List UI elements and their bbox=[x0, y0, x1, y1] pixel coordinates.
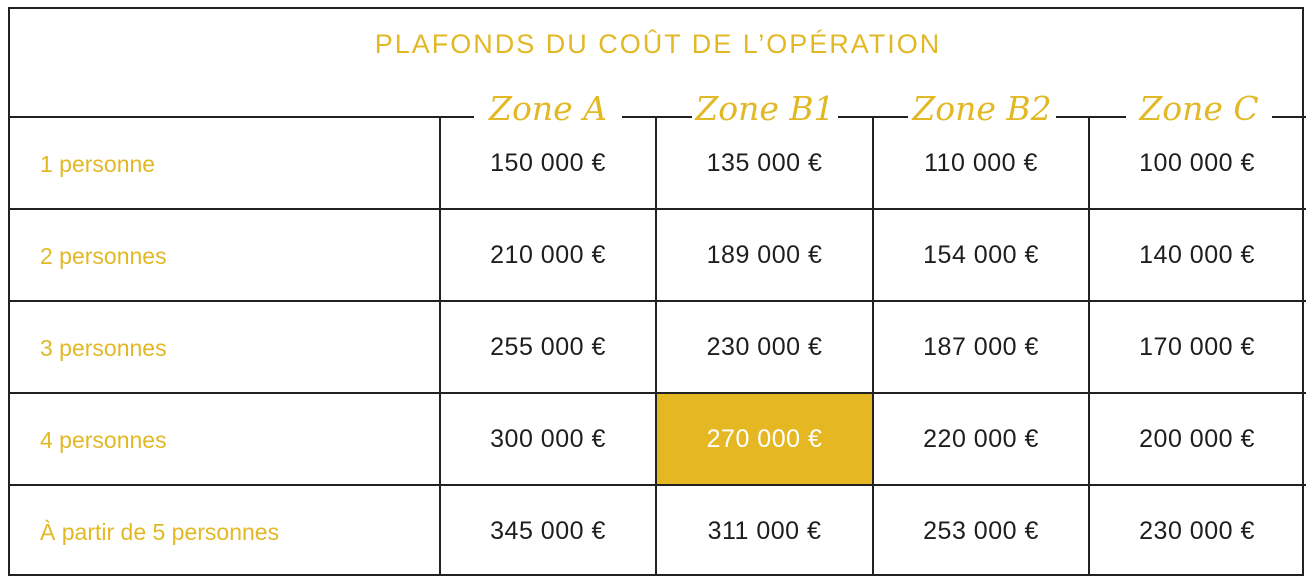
table-cell: 220 000 € bbox=[923, 424, 1039, 453]
table-cell: 110 000 € bbox=[924, 148, 1038, 177]
price-ceiling-table bbox=[8, 7, 1304, 576]
table-cell: 189 000 € bbox=[706, 240, 823, 269]
table-cell: 345 000 € bbox=[490, 516, 606, 545]
table-cell: 210 000 € bbox=[490, 240, 606, 269]
table-cell: 135 000 € bbox=[706, 148, 823, 177]
table-cell: 150 000 € bbox=[490, 148, 606, 177]
zone-b1-header: Zone B1 bbox=[695, 89, 835, 128]
table-cell: 154 000 € bbox=[923, 240, 1039, 269]
row-label: 3 personnes bbox=[40, 335, 167, 361]
table-cell: 200 000 € bbox=[1139, 424, 1255, 453]
table-cell: 253 000 € bbox=[923, 516, 1039, 545]
table-title: PLAFONDS DU COÛT DE L’OPÉRATION bbox=[374, 29, 942, 59]
row-label: 2 personnes bbox=[40, 243, 167, 269]
zone-b2-header: Zone B2 bbox=[912, 89, 1052, 128]
zone-a-header: Zone A bbox=[489, 89, 607, 128]
table-cell: 230 000 € bbox=[1139, 516, 1255, 545]
zone-c-header: Zone C bbox=[1139, 89, 1259, 128]
row-label: À partir de 5 personnes bbox=[40, 519, 280, 545]
table-cell: 170 000 € bbox=[1139, 332, 1255, 361]
table-cell: 140 000 € bbox=[1139, 240, 1255, 269]
table-cell: 230 000 € bbox=[706, 332, 823, 361]
row-label: 1 personne bbox=[40, 151, 156, 177]
row-label: 4 personnes bbox=[40, 427, 167, 453]
table-cell: 255 000 € bbox=[490, 332, 606, 361]
table-cell: 311 000 € bbox=[707, 516, 822, 545]
table-cell-highlighted-value: 270 000 € bbox=[706, 424, 823, 453]
header-rule bbox=[10, 116, 474, 118]
table-cell: 187 000 € bbox=[923, 332, 1039, 361]
table-cell: 100 000 € bbox=[1139, 148, 1255, 177]
table-cell: 300 000 € bbox=[490, 424, 606, 453]
